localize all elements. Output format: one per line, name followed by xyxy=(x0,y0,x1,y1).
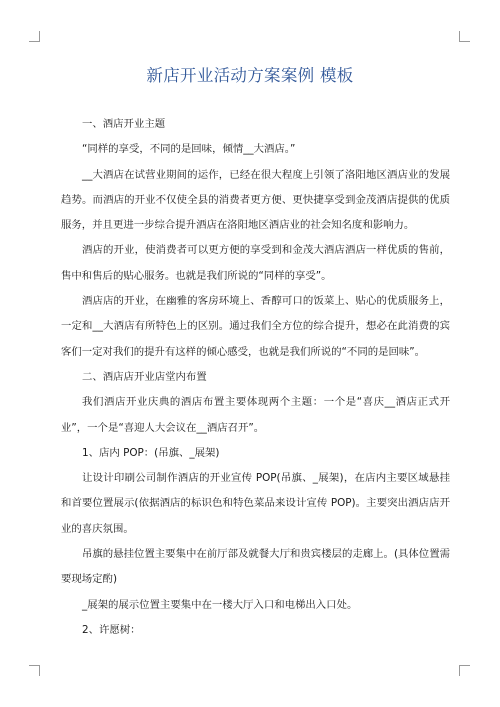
crop-mark-bottom-left xyxy=(29,665,40,676)
body-paragraph: 我们酒店开业庆典的酒店布置主要体现两个主题：一个是“喜庆__酒店正式开业”，一个是“喜迎人大会议在__酒店召开”。 xyxy=(61,396,450,434)
body-paragraph: 让设计印刷公司制作酒店的开业宣传 POP(吊旗、_展架)，在店内主要区域悬挂和首要位置展示(依据酒店的标识色和特色菜品来设计宣传 POP)。主要突出酒店店开业的喜庆氛围。 xyxy=(61,472,450,535)
section-heading: 二、酒店店开业店堂内布置 xyxy=(82,370,207,383)
body-paragraph: 吊旗的悬挂位置主要集中在前厅部及就餐大厅和贵宾楼层的走廊上。(具体位置需要现场定酌) xyxy=(61,548,450,586)
subsection-heading: 2、许愿树： xyxy=(82,623,141,636)
document-title: 新店开业活动方案案例 模板 xyxy=(146,66,354,85)
body-paragraph: _展架的展示位置主要集中在一楼大厅入口和电梯出入口处。 xyxy=(82,598,358,611)
section-heading: 一、酒店开业主题 xyxy=(82,118,166,130)
body-paragraph: “同样的享受，不同的是回味，倾情__大酒店。” xyxy=(82,143,296,156)
body-paragraph: __大酒店在试营业期间的运作，已经在很大程度上引领了洛阳地区酒店业的发展趋势。而酒店的开业不仅使全县的消费者更方便、更快捷享受到金茂酒店提供的优质服务，并且更进一步综合提升酒店在洛阳地区酒店业的社会知名度和影响力。 xyxy=(61,168,450,232)
body-paragraph: 酒店的开业，使消费者可以更方便的享受到和金茂大酒店酒店一样优质的售前，售中和售后的贴心服务。也就是我们所说的“同样的享受”。 xyxy=(61,244,450,282)
crop-mark-top-right xyxy=(459,31,470,42)
crop-mark-top-left xyxy=(29,31,40,42)
subsection-heading: 1、店内 POP：(吊旗、_展架) xyxy=(82,446,220,459)
body-paragraph: 酒店店的开业，在幽雅的客房环境上、香醇可口的饭菜上、贴心的优质服务上，一定和__大酒店有所特色上的区别。通过我们全方位的综合提升，想必在此消费的宾客们一定对我们的提升有这样的倾心感受，也就是我们所说的“不同的是回味”。 xyxy=(61,295,450,358)
document-body xyxy=(61,112,450,643)
crop-mark-bottom-right xyxy=(459,665,470,676)
